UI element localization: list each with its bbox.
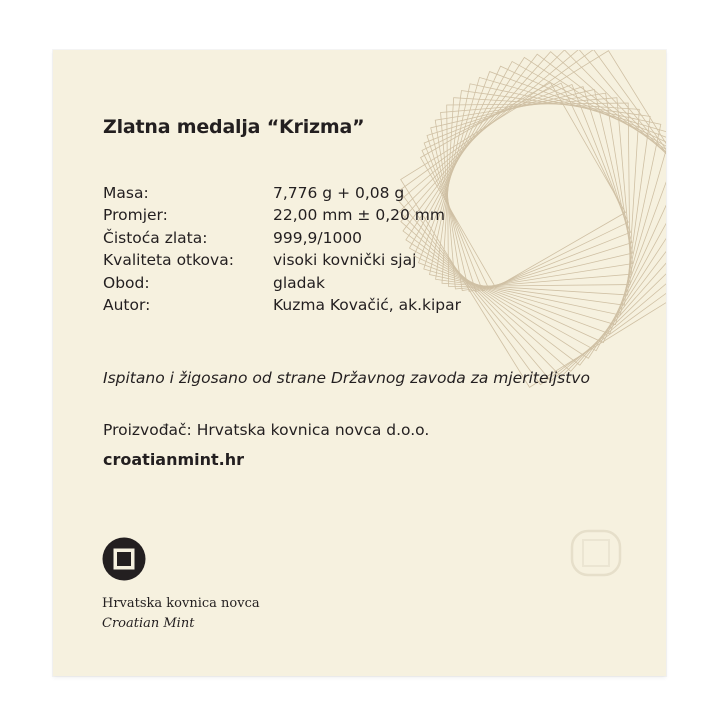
certification-statement: Ispitano i žigosano od strane Državnog zavoda za mjeriteljstvo	[103, 369, 590, 387]
logo-name: Hrvatska kovnica novca	[102, 596, 260, 611]
spec-label: Kvaliteta otkova:	[103, 251, 234, 270]
square-in-circle-logo-icon	[102, 537, 146, 581]
website-link[interactable]: croatianmint.hr	[103, 450, 245, 469]
spec-label: Promjer:	[103, 206, 168, 225]
decorative-line-square	[424, 77, 666, 324]
spec-label: Obod:	[103, 273, 150, 292]
decorative-line-square	[442, 98, 639, 295]
logo-name-english: Croatian Mint	[102, 616, 195, 631]
embossed-seal-icon	[569, 528, 623, 578]
spec-label: Čistoća zlata:	[103, 228, 208, 247]
spec-value: Kuzma Kovačić, ak.kipar	[273, 295, 462, 314]
spec-label: Autor:	[103, 295, 151, 314]
geometric-line-decoration	[53, 50, 666, 676]
spec-label: Masa:	[103, 184, 149, 202]
spec-value: 999,9/1000	[273, 228, 363, 247]
spec-value: visoki kovnički sjaj	[273, 251, 417, 270]
spec-value: 22,00 mm ± 0,20 mm	[273, 206, 445, 225]
spec-value: 7,776 g + 0,08 g	[273, 184, 405, 202]
certificate-card	[53, 50, 666, 676]
decorative-line-square	[435, 93, 632, 290]
medal-title: Zlatna medalja “Krizma”	[103, 116, 365, 138]
spec-value: gladak	[273, 273, 325, 292]
decorative-line-square	[424, 84, 630, 290]
producer-line: Proizvođač: Hrvatska kovnica novca d.o.o.	[103, 421, 430, 439]
decorative-line-square	[421, 83, 626, 288]
decorative-line-square	[431, 89, 633, 291]
